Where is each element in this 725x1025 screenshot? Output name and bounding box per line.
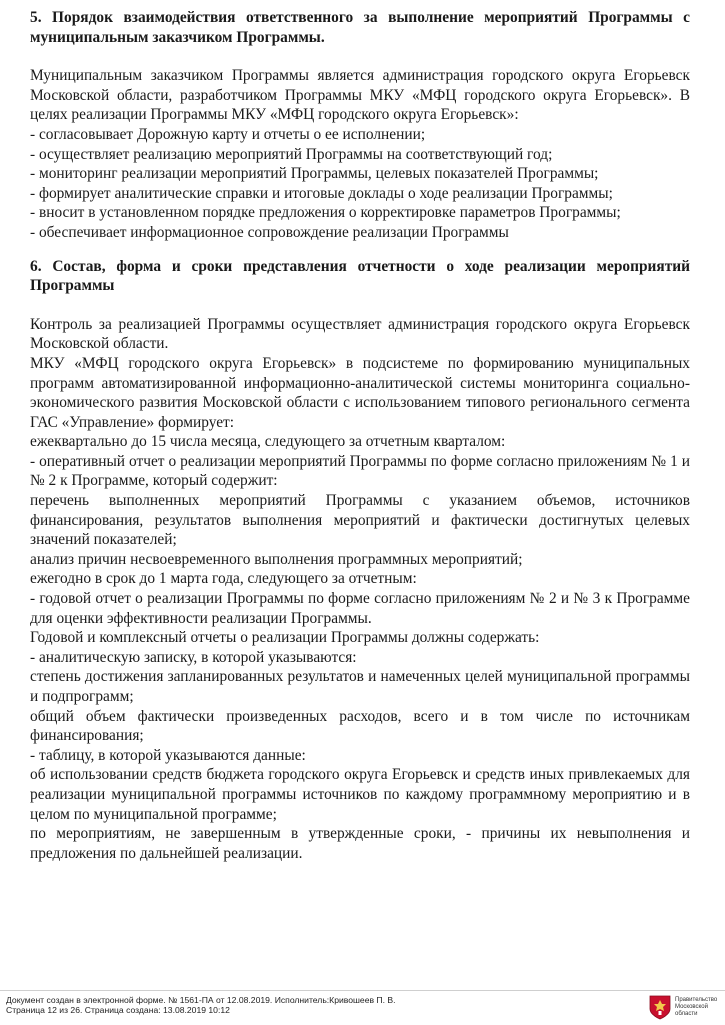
section-5-paragraph: Муниципальным заказчиком Программы является администрация городского округа Егорьевск Московской области, разработчиком Программы МКУ «МФЦ городского округа Егорьевск». В целях реализации Программы МКУ «МФЦ городского округа Егорьевск»: bbox=[30, 67, 690, 124]
government-logo bbox=[648, 994, 719, 1020]
section-5-list-item: - осуществляет реализацию мероприятий Программы на соответствующий год; bbox=[30, 145, 553, 163]
section-5-heading: 5. Порядок взаимодействия ответственного за выполнение мероприятий Программы с муниципальным заказчиком Программы. bbox=[30, 9, 690, 46]
section-5-list-item: - формирует аналитические справки и итоговые доклады о ходе реализации Программы; bbox=[30, 184, 613, 202]
section-6-paragraph: перечень выполненных мероприятий Программы с указанием объемов, источников финансирования, результатов выполнения мероприятий и фактически достигнутых целевых значений показателей; bbox=[30, 492, 690, 549]
section-6-paragraph: ежегодно в срок до 1 марта года, следующего за отчетным: bbox=[30, 570, 417, 588]
government-logo-text: Правительство Московской области bbox=[675, 996, 718, 1017]
section-6-paragraph: - аналитическую записку, в которой указываются: bbox=[30, 648, 357, 666]
document-body bbox=[30, 8, 690, 863]
section-6-paragraph: степень достижения запланированных результатов и намеченных целей муниципальной программы и подпрограмм; bbox=[30, 668, 690, 705]
section-5-list-item: - согласовывает Дорожную карту и отчеты о ее исполнении; bbox=[30, 125, 426, 143]
footer-document-info: Документ создан в электронной форме. № 1561-ПА от 12.08.2019. Исполнитель:Кривошеев П. В. bbox=[6, 995, 396, 1005]
section-6-paragraph: - годовой отчет о реализации Программы по форме согласно приложениям № 2 и № 3 к Программе для оценки эффективности реализации Программы. bbox=[30, 590, 690, 627]
section-6-paragraph: Годовой и комплексный отчеты о реализации Программы должны содержать: bbox=[30, 629, 540, 647]
document-footer bbox=[0, 990, 725, 1025]
section-6-paragraph: Контроль за реализацией Программы осуществляет администрация городского округа Егорьевск Московской области. bbox=[30, 315, 690, 353]
section-5-list-item: - обеспечивает информационное сопровождение реализации Программы bbox=[30, 223, 509, 241]
section-6-paragraph: общий объем фактически произведенных расходов, всего и в том числе по источникам финансирования; bbox=[30, 707, 690, 745]
section-6-paragraph: - оперативный отчет о реализации мероприятий Программы по форме согласно приложениям № 1 и № 2 к Программе, который содержит: bbox=[30, 452, 690, 490]
moscow-region-emblem-icon bbox=[648, 994, 672, 1020]
section-6-paragraph: по мероприятиям, не завершенным в утвержденные сроки, - причины их невыполнения и предложения по дальнейшей реализации. bbox=[30, 825, 690, 862]
section-6-heading: 6. Состав, форма и сроки представления отчетности о ходе реализации мероприятий Программы bbox=[30, 257, 690, 295]
section-6-paragraph: ежеквартально до 15 числа месяца, следующего за отчетным кварталом: bbox=[30, 433, 506, 451]
section-6-paragraph: анализ причин несвоевременного выполнения программных мероприятий; bbox=[30, 550, 523, 568]
footer-text bbox=[6, 995, 396, 1015]
section-6-paragraph: МКУ «МФЦ городского округа Егорьевск» в подсистеме по формированию муниципальных программ автоматизированной информационно-аналитической системы мониторинга социально-экономического развития Московской области с использованием типового регионального сегмента ГАС «Управление» формирует: bbox=[30, 354, 690, 431]
footer-page-info: Страница 12 из 26. Страница создана: 13.08.2019 10:12 bbox=[6, 1005, 230, 1015]
section-5-list-item: - вносит в установленном порядке предложения о корректировке параметров Программы; bbox=[30, 204, 621, 222]
section-6-paragraph: - таблицу, в которой указываются данные: bbox=[30, 746, 306, 764]
section-5-list-item: - мониторинг реализации мероприятий Программы, целевых показателей Программы; bbox=[30, 165, 599, 183]
section-6-paragraph: об использовании средств бюджета городского округа Егорьевск и средств иных привлекаемых для реализации муниципальной программы источников по каждому программному мероприятию и в целом по муниципальной программе; bbox=[30, 766, 690, 823]
